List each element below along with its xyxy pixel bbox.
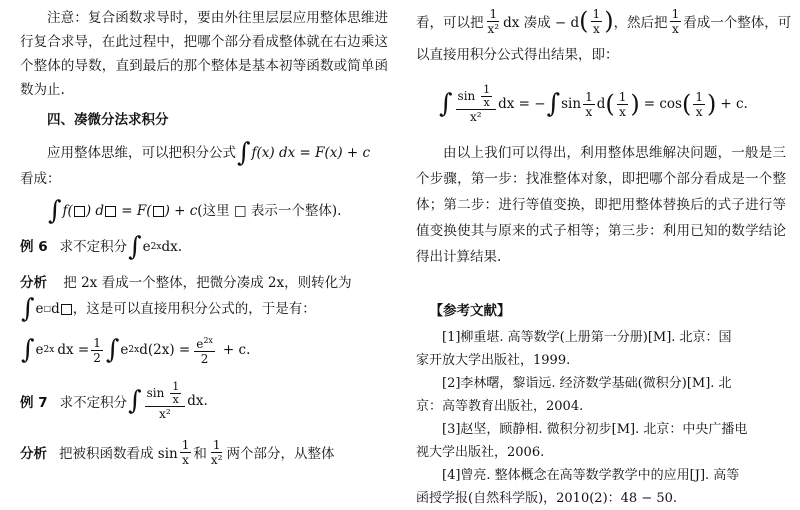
eq2-inner [481,84,492,109]
analysis-2-c: 两个部分，从整体 [226,446,335,462]
integral-sign: ∫ [105,335,120,365]
reference-item-4a: [4]曾亮. 整体概念在高等数学教学中的应用[J]. 高等 [442,468,740,483]
analysis-2-frac2-num: 1 [212,437,221,452]
right-l1-b: dx 凑成 − d [503,15,580,31]
eq1-mid-exp: 2x [128,345,140,355]
integral-sign: ∫ [48,196,62,226]
analysis-1-label: 分析 [20,275,47,291]
example-6-dx: dx. [161,239,182,255]
analysis-2-b: 和 [193,446,207,462]
boxed-paren: ) d [85,203,105,219]
eq1-result-num: $e^{2x}$ [196,336,213,351]
example-7-text: 求不定积分 [59,395,128,411]
right-l1-a: 看，可以把 [416,15,484,31]
eq1-result-den: 2 [200,352,209,366]
reference-item-3a: [3]赵坚，顾静相. 微积分初步[M]. 北京：中央广播电 [442,422,748,437]
analysis-1-text: 把 2x 看成一个整体，把微分凑成 2x，则转化为 [63,275,352,291]
example-6-label: 例 6 [20,239,48,255]
reference-item-4b: 函授学报(自然科学版)，2010(2)：48 − 50. [416,491,678,506]
analysis-box-exp: □ [43,304,52,313]
eq2-inner-den: x [483,96,490,109]
boxed-F: F( [136,203,152,219]
reference-item-2b: 京：高等教育出版社，2004. [416,399,584,414]
eq1-result [194,334,215,366]
eq1-dx: dx = [57,342,90,358]
right-line-1 [416,4,792,38]
paragraph-conclusion: 由以上我们可以得出，利用整体思维解决问题，一般是三个步骤，第一步：找准整体对象，即把哪个部分看成是一个整体；第二步：进行等值变换，即把用整体替换后的式子进行等值变换使其与原来的式子相等；第三步：利用已知的数学结论得出计算结果. [416,145,786,265]
analysis-2-a: 把被积函数看成 sin [59,446,178,462]
analysis-2-frac1 [180,438,192,467]
right-frac-1x [591,7,603,36]
eq1-result-exp: 2x [203,336,213,345]
right-l1-d: 看成一个整体，可 [683,15,792,31]
right-frac-1x-b-den: x [671,21,679,36]
eq1-mid-d: d(2x) = [139,342,191,358]
analysis-1-cont [20,296,388,322]
analysis-2 [20,434,388,470]
boxed-eq: = [117,203,137,219]
boxed-formula-tail: (这里 □ 表示一个整体). [197,203,342,219]
analysis-2-label: 分析 [20,446,47,462]
eq2-frac-b [617,90,629,119]
formula-line-integral [20,140,388,166]
analysis-2-frac1-num: 1 [181,437,190,452]
eq2-frac-c-num: 1 [695,89,704,104]
eq2-frac-c [693,90,705,119]
right-frac-1x2 [486,7,502,36]
example-6-exp: 2x [150,242,162,252]
example-7-fraction [145,381,186,421]
eq2-frac-b-num: 1 [618,89,627,104]
integral-sign: ∫ [21,335,35,365]
example-7-num [145,381,186,407]
eq2-frac-a [583,90,595,119]
integral-sign: ∫ [21,294,35,324]
eq1-half-den: 2 [93,350,101,365]
analysis-2-frac2 [209,438,225,467]
right-frac-1x-num: 1 [592,6,601,21]
analysis-2-frac2-den: x² [210,452,223,467]
box-symbol [74,206,85,217]
paren-open: ( [579,7,589,35]
equation-2 [416,78,786,130]
equation-1 [20,332,388,368]
eq2-frac-a-num: 1 [585,89,593,104]
eq2-mid: dx = − [498,96,546,112]
right-column [416,0,792,510]
eq2-sin2: sin [561,96,582,112]
section-heading-integration: 四、凑微分法求积分 [47,112,169,128]
example-7-label: 例 7 [20,395,48,411]
ex7-x: x [172,393,179,406]
right-line-2: 以直接用积分公式得出结果，即： [416,47,619,63]
eq1-exp: 2x [43,345,55,355]
boxed-formula-line [20,198,388,224]
eq2-fraction [456,84,497,124]
eq2-den: x² [470,110,482,124]
eq1-mid: e [120,342,129,358]
example-6-text: 求不定积分 [59,239,128,255]
integral-sign: ∫ [439,89,453,119]
example-6-integrand: e [142,239,151,255]
box-symbol [61,304,72,315]
reference-item-1a: [1]柳重堪. 高等数学(上册第一分册)[M]. 北京：国 [442,330,732,345]
eq2-paren-open: ( [605,90,615,118]
analysis-1 [20,270,388,296]
boxed-f: f( [62,203,73,219]
boxed-c: ) + c [164,203,198,219]
eq2-cos: = cos [643,96,682,112]
eq2-frac-a-den: x [585,104,593,119]
right-frac-1x-b [670,7,682,36]
ex7-inner-frac [170,381,181,406]
example-7-dx: dx. [187,393,208,409]
integral-sign: ∫ [237,138,251,168]
example-7-den: x² [159,407,171,421]
analysis-d: d [51,301,60,317]
eq2-frac-b-den: x [619,104,626,119]
reference-item-3b: 视大学出版社，2006. [416,445,545,460]
integral-sign: ∫ [128,386,142,416]
integral-sign: ∫ [546,89,561,119]
eq2-paren-close: ) [630,90,640,118]
example-7 [20,376,388,426]
eq2-paren-close2: ) [707,90,717,118]
eq2-d: d [596,96,606,112]
eq2-paren-open2: ( [682,90,692,118]
paragraph-composite-derivative-note: 注意：复合函数求导时，要由外往里层层应用整体思维进行复合求导，在此过程中，把哪个部分看成整体就在右边乘这个整体的导数，直到最后的那个整体是基本初等函数或简单函数为止. [20,10,388,98]
eq2-frac-c-den: x [695,104,703,119]
right-frac-1x-b-num: 1 [671,6,680,21]
reference-item-2a: [2]李林曙，黎诣远. 经济数学基础(微积分)[M]. 北 [442,376,732,391]
references-list [416,326,786,510]
ex7-one: 1 [172,380,180,393]
reference-item-1b: 家开放大学出版社，1999. [416,353,571,368]
right-frac-1x2-den: x² [487,21,500,36]
integral-formula: f(x) dx = F(x) + c [251,145,371,161]
eq1-end: + c. [222,342,251,358]
example-6 [20,234,388,260]
eq2-inner-num: 1 [483,83,491,96]
analysis-1-text2: ，这是可以直接用积分公式的，于是有： [72,301,316,317]
analysis-e: e [35,301,44,317]
right-frac-1x-den: x [592,21,600,36]
eq1-half-num: 1 [93,335,101,350]
paren-close: ) [604,7,614,35]
right-l1-c: ，然后把 [613,15,668,31]
analysis-2-frac1-den: x [182,452,189,467]
right-frac-1x2-num: 1 [489,6,498,21]
paragraph-view-as: 看成： [20,171,61,187]
box-symbol [105,206,116,217]
left-column [20,0,388,470]
ex7-sin: sin [146,386,165,400]
eq1-lhs: e [35,342,44,358]
references-heading: 【参考文献】 [429,303,511,319]
box-symbol [153,206,164,217]
eq2-num [456,84,497,110]
eq1-half [91,336,103,365]
eq2-end: + c. [720,96,748,112]
paragraph-apply-text: 应用整体思维，可以把积分公式 [47,145,236,161]
integral-sign: ∫ [128,232,142,262]
eq2-sin: sin [457,89,476,103]
